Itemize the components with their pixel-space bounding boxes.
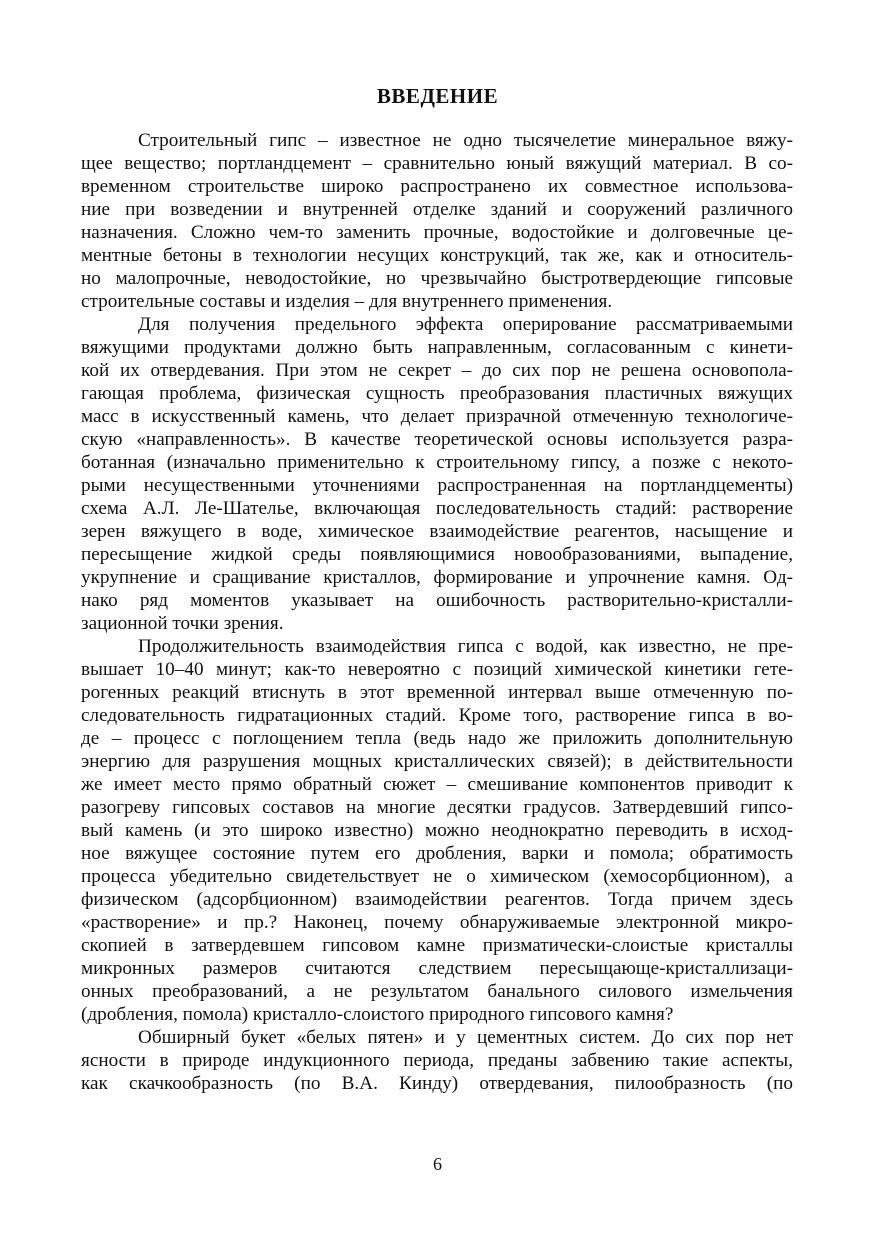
text-line: же имеет место прямо обратный сюжет – смешивание компонентов приводит к: [81, 774, 793, 795]
paragraph: [81, 635, 793, 1026]
text-line: ботанная (изначально применительно к строительному гипсу, а позже с некото-: [81, 452, 793, 473]
text-line: процесса убедительно свидетельствует не о химическом (хемосорбционном), а: [81, 866, 793, 887]
text-line: вышает 10–40 минут; как-то невероятно с позиций химической кинетики гете-: [81, 659, 793, 680]
text-line: масс в искусственный камень, что делает призрачной отмеченную технологиче-: [81, 406, 793, 427]
text-line: как скачкообразность (по В.А. Кинду) отвердевания, пилообразность (по: [81, 1073, 793, 1094]
text-line: де – процесс с поглощением тепла (ведь надо же приложить дополнительную: [81, 728, 793, 749]
text-line: нако ряд моментов указывает на ошибочность растворительно-кристалли-: [81, 590, 793, 611]
text-line: гающая проблема, физическая сущность преобразования пластичных вяжущих: [81, 383, 793, 404]
text-line: рыми несущественными уточнениями распространенная на портландцементы): [81, 475, 793, 496]
text-line: ментные бетоны в технологии несущих конструкций, так же, как и относитель-: [81, 245, 793, 266]
text-line: вяжущими продуктами должно быть направленным, согласованным с кинети-: [81, 337, 793, 358]
text-line: но малопрочные, неводостойкие, но чрезвычайно быстротвердеющие гипсовые: [81, 268, 793, 289]
text-line: пересыщение жидкой среды появляющимися новообразованиями, выпадение,: [81, 544, 793, 565]
body-text: [81, 129, 793, 1095]
text-line: вый камень (и это широко известно) можно неоднократно переводить в исход-: [81, 820, 793, 841]
text-line: разогреву гипсовых составов на многие десятки градусов. Затвердевший гипсо-: [81, 797, 793, 818]
paragraph: [81, 129, 793, 313]
text-line: микронных размеров считаются следствием пересыщающе-кристаллизаци-: [81, 958, 793, 979]
text-line: Обширный букет «белых пятен» и у цементных систем. До сих пор нет: [138, 1027, 793, 1048]
text-line: Продолжительность взаимодействия гипса с водой, как известно, не пре-: [138, 636, 793, 657]
text-line: следовательность гидратационных стадий. Кроме того, растворение гипса в во-: [81, 705, 793, 726]
text-line: онных преобразований, а не результатом банального силового измельчения: [81, 981, 793, 1002]
text-line: зерен вяжущего в воде, химическое взаимодействие реагентов, насыщение и: [81, 521, 793, 542]
text-line: «растворение» и пр.? Наконец, почему обнаруживаемые электронной микро-: [81, 912, 793, 933]
text-line: ясности в природе индукционного периода, преданы забвению такие аспекты,: [81, 1050, 793, 1071]
text-line: Для получения предельного эффекта оперирование рассматриваемыми: [138, 314, 793, 335]
text-line: схема А.Л. Ле-Шателье, включающая последовательность стадий: растворение: [81, 498, 793, 519]
text-line: строительные составы и изделия – для внутреннего применения.: [81, 291, 613, 312]
text-line: временном строительстве широко распространено их совместное использова-: [81, 176, 793, 197]
text-line: рогенных реакций втиснуть в этот временной интервал выше отмеченную по-: [81, 682, 793, 703]
text-line: энергию для разрушения мощных кристаллических связей); в действительности: [81, 751, 793, 772]
text-line: щее вещество; портландцемент – сравнительно юный вяжущий материал. В со-: [81, 153, 793, 174]
text-line: кой их отвердевания. При этом не секрет – до сих пор не решена основопола-: [81, 360, 793, 381]
text-line: (дробления, помола) кристалло-слоистого природного гипсового камня?: [81, 1004, 674, 1025]
text-line: скопией в затвердевшем гипсовом камне призматически-слоистые кристаллы: [81, 935, 793, 956]
text-line: укрупнение и сращивание кристаллов, формирование и упрочнение камня. Од-: [81, 567, 793, 588]
paragraph: [81, 1026, 793, 1095]
page-number: 6: [433, 1154, 442, 1174]
text-line: физическом (адсорбционном) взаимодействии реагентов. Тогда причем здесь: [81, 889, 793, 910]
paragraph: [81, 313, 793, 635]
text-line: зационной точки зрения.: [81, 613, 284, 634]
text-line: ное вяжущее состояние путем его дробления, варки и помола; обратимость: [81, 843, 793, 864]
text-line: скую «направленность». В качестве теоретической основы используется разра-: [81, 429, 793, 450]
text-line: назначения. Сложно чем-то заменить прочные, водостойкие и долговечные це-: [81, 222, 793, 243]
page-title: ВВЕДЕНИЕ: [376, 84, 499, 108]
text-line: Строительный гипс – известное не одно тысячелетие минеральное вяжу-: [138, 130, 793, 151]
text-line: ние при возведении и внутренней отделке зданий и сооружений различного: [81, 199, 793, 220]
